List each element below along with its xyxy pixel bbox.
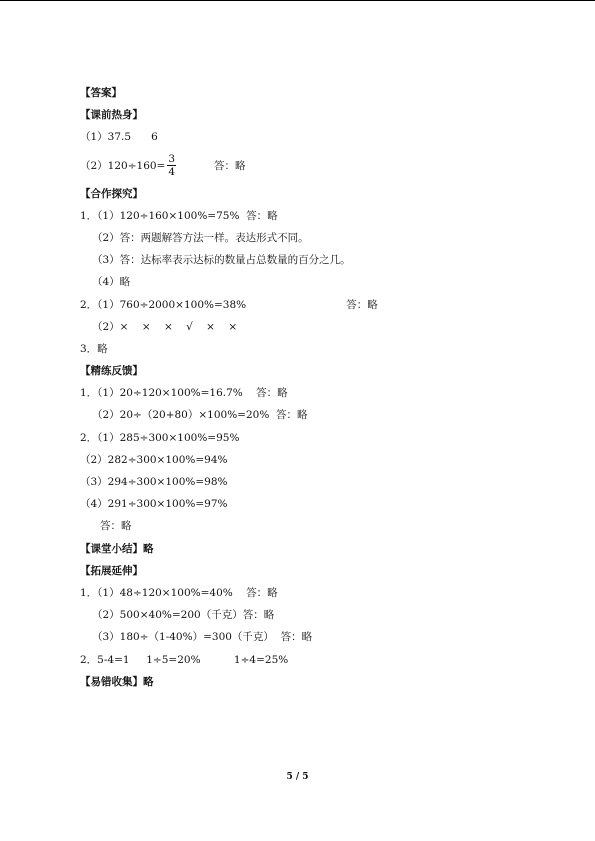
section-heading: 【拓展延伸】 [80, 564, 143, 577]
fraction-suffix: 答：略 [214, 160, 246, 173]
answer-line: 1．（1）48÷120×100%=40% 答：略 [80, 586, 278, 599]
fraction [167, 153, 176, 178]
answer-line: （2）× × × √ × × [92, 320, 238, 333]
answer-line: （2）282÷300×100%=94% [80, 453, 228, 466]
section-heading: 【课堂小结】略 [80, 542, 154, 555]
answer-line: 2．（1）285÷300×100%=95% [80, 431, 240, 444]
answer-line: （4）略 [92, 276, 131, 289]
answer-line: 答：略 [100, 520, 132, 533]
answer-line: （3）294÷300×100%=98% [80, 476, 228, 488]
answer-line: （4）291÷300×100%=97% [80, 498, 228, 511]
page-number: 5 / 5 [286, 772, 309, 782]
answer-line: 1．（1）20÷120×100%=16.7% 答：略 [80, 387, 288, 400]
answer-line: 3．略 [80, 342, 108, 355]
top-rule [0, 0, 595, 1]
answer-line: （2）20÷（20+80）×100%=20% 答：略 [92, 409, 308, 422]
fraction-prefix: （2）120÷160= [80, 160, 166, 173]
section-heading: 【精练反馈】 [80, 365, 143, 378]
section-heading: 【答案】 [80, 87, 122, 99]
document-body [80, 82, 520, 693]
section-heading: 【合作探究】 [80, 187, 143, 200]
answer-line: （3）180÷（1-40%）=300（千克） 答：略 [92, 631, 313, 644]
answer-line: 2．5-4=1 1÷5=20% 1÷4=25% [80, 653, 289, 666]
answer-line: （1）37.5 6 [80, 131, 158, 144]
answer-line: 2．（1）760÷2000×100%=38% 答：略 [80, 298, 378, 311]
answer-line: （3）答：达标率表示达标的数量占总数量的百分之几。 [92, 254, 351, 267]
section-heading: 【易错收集】略 [80, 675, 154, 688]
answer-line: （2）答：两题解答方法一样。表达形式不同。 [92, 231, 309, 244]
answer-line: 1．（1）120÷160×100%=75% 答：略 [80, 209, 278, 222]
section-heading: 【课前热身】 [80, 109, 143, 122]
answer-line-fraction [80, 149, 520, 183]
fraction-denominator: 4 [168, 166, 176, 179]
answer-line: （2）500×40%=200（千克）答：略 [92, 609, 275, 622]
fraction-numerator: 3 [168, 153, 176, 166]
